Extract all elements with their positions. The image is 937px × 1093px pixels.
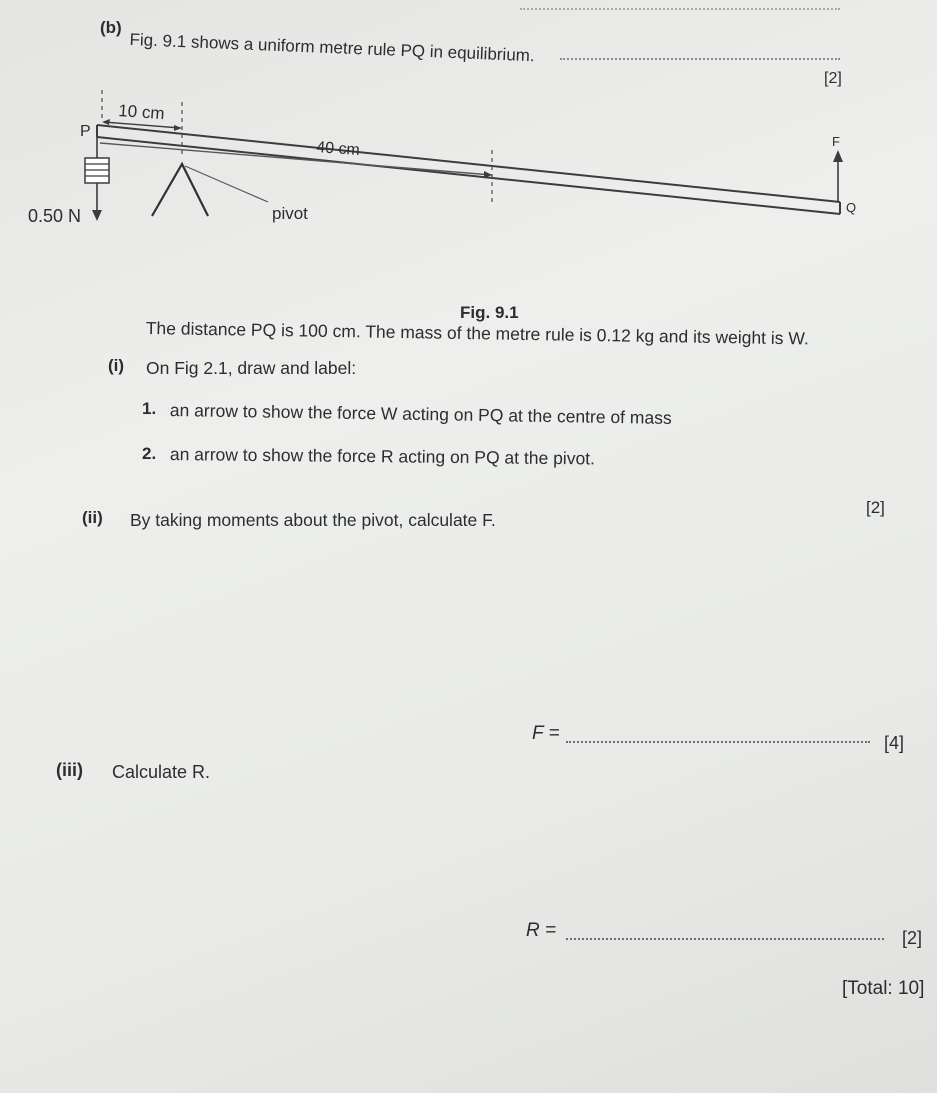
part-iii-label: (iii)	[56, 760, 83, 780]
arrowhead-10cm-right-icon	[174, 125, 182, 131]
answer-F-label: F =	[532, 723, 560, 744]
label-pivot: pivot	[272, 204, 308, 223]
part-ii-label: (ii)	[82, 508, 103, 527]
metre-rule-PQ	[97, 125, 840, 214]
previous-answer-dotted-line	[560, 58, 840, 60]
figure-caption: Fig. 9.1	[460, 303, 519, 322]
part-i-item1-number: 1.	[142, 399, 157, 418]
part-b-intro: Fig. 9.1 shows a uniform metre rule PQ in equilibrium.	[129, 30, 536, 66]
question-statement: The distance PQ is 100 cm. The mass of the metre rule is 0.12 kg and its weight is W.	[145, 318, 809, 349]
previous-marks: [2]	[824, 70, 842, 87]
part-i-text: On Fig 2.1, draw and label:	[146, 358, 357, 378]
answer-F-field[interactable]	[566, 741, 870, 743]
label-Q: Q	[846, 200, 857, 215]
part-ii-marks: [4]	[884, 733, 905, 753]
label-40cm: 40 cm	[315, 139, 361, 160]
part-iii-marks: [2]	[902, 928, 923, 948]
arrowhead-10cm-left-icon	[102, 119, 110, 125]
label-weight: 0.50 N	[28, 206, 82, 226]
total-marks: [Total: 10]	[842, 978, 925, 999]
part-i-item2-text: an arrow to show the force R acting on PQ at the pivot.	[169, 444, 596, 469]
label-10cm: 10 cm	[117, 101, 166, 124]
figure-9-1	[0, 80, 937, 320]
answer-R-label: R =	[526, 920, 557, 941]
part-iii-text: Calculate R.	[112, 762, 211, 782]
part-i-label: (i)	[108, 356, 125, 375]
part-i-item1-text: an arrow to show the force W acting on PQ at the centre of mass	[169, 400, 672, 428]
part-i-item2-number: 2.	[142, 444, 157, 463]
label-P: P	[80, 123, 91, 140]
part-ii-text: By taking moments about the pivot, calculate F.	[130, 510, 496, 530]
hanging-weight	[85, 137, 109, 221]
label-F: F	[832, 134, 840, 149]
part-i-marks: [2]	[866, 498, 885, 517]
previous-answer-line	[520, 8, 840, 10]
force-F-arrowhead-icon	[833, 150, 843, 162]
part-b-label: (b)	[100, 18, 122, 37]
answer-R-field[interactable]	[566, 938, 884, 940]
